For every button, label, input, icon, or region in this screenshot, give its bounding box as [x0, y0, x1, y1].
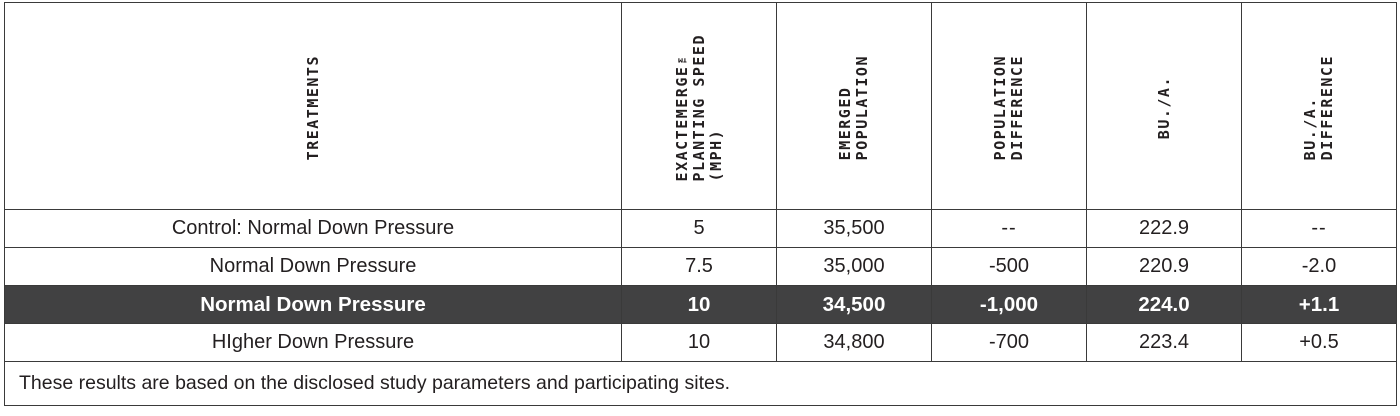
table-row	[5, 324, 1397, 362]
bu-a-diff-cell: --	[1242, 210, 1397, 248]
speed-cell: 10	[622, 324, 777, 362]
speed-cell: 7.5	[622, 248, 777, 286]
population-diff-cell: -700	[932, 324, 1087, 362]
bu-a-cell: 223.4	[1087, 324, 1242, 362]
population-cell: 35,500	[777, 210, 932, 248]
header-label: BU./A. DIFFERENCE	[1301, 54, 1336, 161]
header-label: EXACTEMERGE™ PLANTING SPEED (MPH)	[672, 33, 725, 182]
header-bu-a	[1087, 3, 1242, 210]
header-planting-speed	[622, 3, 777, 210]
population-cell: 34,500	[777, 286, 932, 324]
population-diff-cell: -500	[932, 248, 1087, 286]
header-row	[5, 3, 1397, 210]
treatment-cell: HIgher Down Pressure	[5, 324, 622, 362]
header-population-difference	[932, 3, 1087, 210]
results-table-container	[4, 2, 1396, 406]
table-row	[5, 248, 1397, 286]
treatment-cell: Control: Normal Down Pressure	[5, 210, 622, 248]
bu-a-cell: 224.0	[1087, 286, 1242, 324]
table-row	[5, 210, 1397, 248]
header-label: POPULATION DIFFERENCE	[991, 54, 1026, 161]
population-cell: 35,000	[777, 248, 932, 286]
treatment-cell: Normal Down Pressure	[5, 286, 622, 324]
footnote-row	[5, 362, 1397, 406]
population-diff-cell: --	[932, 210, 1087, 248]
bu-a-diff-cell: -2.0	[1242, 248, 1397, 286]
bu-a-diff-cell: +1.1	[1242, 286, 1397, 324]
header-label: EMERGED POPULATION	[836, 54, 871, 161]
treatment-cell: Normal Down Pressure	[5, 248, 622, 286]
header-label: TREATMENTS	[303, 54, 322, 161]
header-bu-a-difference	[1242, 3, 1397, 210]
bu-a-diff-cell: +0.5	[1242, 324, 1397, 362]
population-diff-cell: -1,000	[932, 286, 1087, 324]
speed-cell: 5	[622, 210, 777, 248]
speed-cell: 10	[622, 286, 777, 324]
population-cell: 34,800	[777, 324, 932, 362]
header-label: BU./A.	[1154, 75, 1173, 140]
header-treatments	[5, 3, 622, 210]
bu-a-cell: 222.9	[1087, 210, 1242, 248]
bu-a-cell: 220.9	[1087, 248, 1242, 286]
footnote: These results are based on the disclosed study parameters and participating sites.	[5, 362, 1397, 406]
results-table	[4, 2, 1397, 406]
header-emerged-population	[777, 3, 932, 210]
table-row-highlighted	[5, 286, 1397, 324]
